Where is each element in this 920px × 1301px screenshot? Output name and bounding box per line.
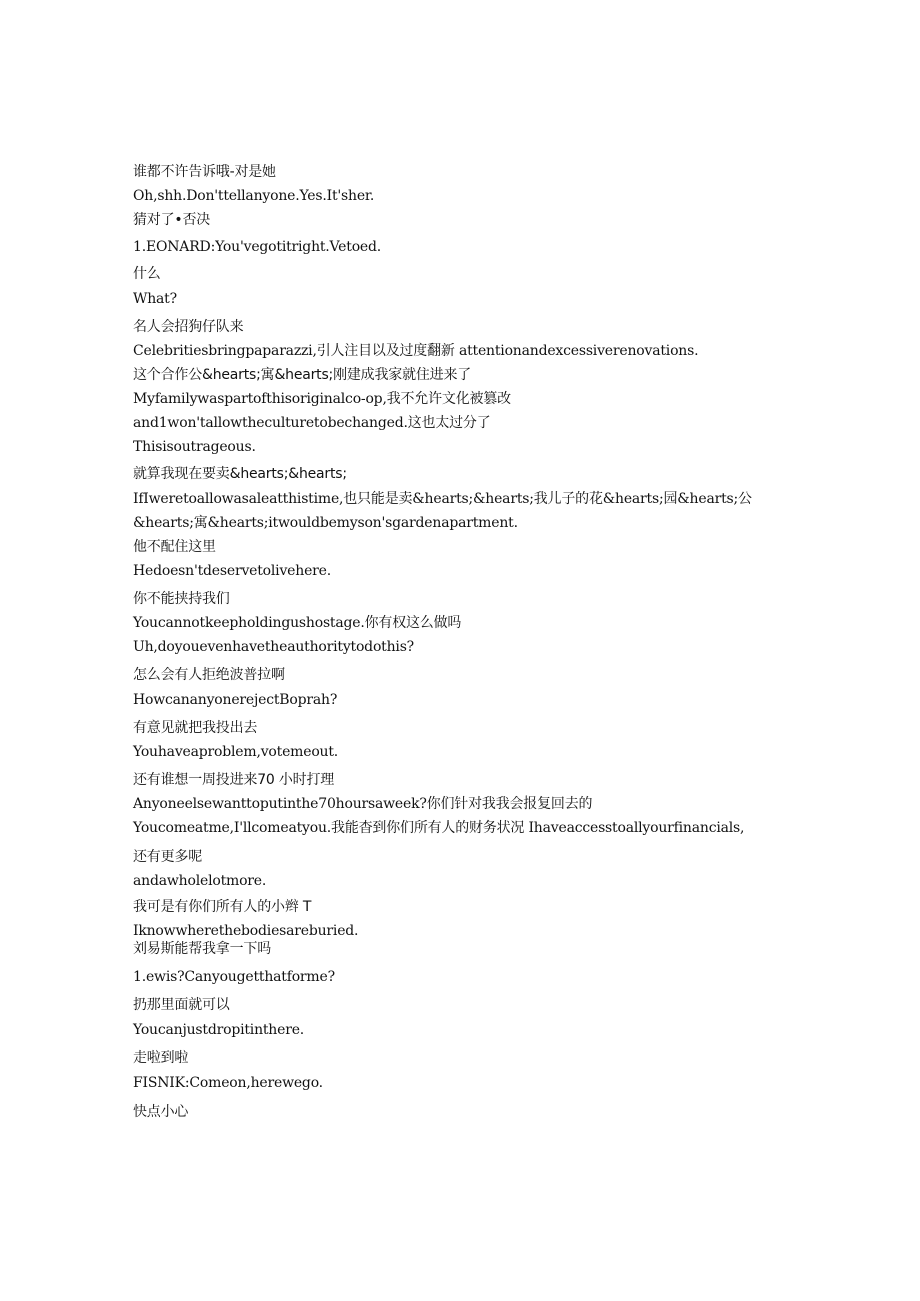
subtitle-line-zh: 这个合作公&hearts;寓&hearts;刚建成我家就住进来了 — [133, 367, 472, 383]
subtitle-line-zh: 我可是有你们所有人的小辫 T — [133, 899, 312, 915]
subtitle-line-zh: 名人会招狗仔队来 — [133, 319, 244, 335]
subtitle-line-en: Youcanjustdropitinthere. — [133, 1022, 305, 1038]
subtitle-line-en: Anyoneelsewanttoputinthe70hoursaweek?你们针对我我会报复回去的 — [133, 796, 593, 812]
subtitle-line-en: Myfamilywaspartofthisoriginalco-op,我不允许文化被篡改 — [133, 391, 511, 407]
subtitle-line-en: Oh,shh.Don'ttellanyone.Yes.It'sher. — [133, 188, 375, 204]
subtitle-line-en: IfIweretoallowasaleatthistime,也只能是卖&hearts;&hearts;我儿子的花&hearts;园&hearts;公 — [133, 491, 752, 507]
subtitle-line-en: Uh,doyouevenhavetheauthoritytodothis? — [133, 639, 414, 655]
subtitle-line-zh: 他不配住这里 — [133, 539, 216, 555]
subtitle-line-en: Youcannotkeepholdingushostage.你有权这么做吗 — [133, 615, 462, 631]
subtitle-line-en: Thisisoutrageous. — [133, 439, 256, 455]
subtitle-line-zh: 怎么会有人拒绝波普拉啊 — [133, 667, 285, 683]
subtitle-line-en: Hedoesn'tdeservetolivehere. — [133, 563, 331, 579]
subtitle-line-en: andawholelotmore. — [133, 873, 267, 889]
subtitle-line-zh: 你不能挟持我们 — [133, 591, 230, 607]
subtitle-line-en: and1won'tallowtheculturetobechanged.这也太过分了 — [133, 415, 491, 431]
subtitle-line-zh: 谁都不许告诉哦-对是她 — [133, 164, 276, 180]
subtitle-line-zh: 还有谁想一周投进来70 小时打理 — [133, 772, 335, 788]
subtitle-line-en: Iknowwherethebodiesareburied. — [133, 923, 359, 939]
subtitle-line-zh: 还有更多呢 — [133, 849, 202, 865]
subtitle-line-zh: 什么 — [133, 266, 161, 282]
subtitle-line-en: HowcananyonerejectBoprah? — [133, 692, 338, 708]
subtitle-line-zh: 快点小心 — [133, 1104, 189, 1120]
subtitle-line-en: Celebritiesbringpaparazzi,引人注目以及过度翻新 attentionandexcessiverenovations. — [133, 343, 699, 359]
subtitle-line-zh: 有意见就把我投出去 — [133, 720, 258, 736]
subtitle-line-en: 1.ewis?Canyougetthatforme? — [133, 969, 335, 985]
subtitle-line-en: &hearts;寓&hearts;itwouldbemyson'sgardenapartment. — [133, 515, 518, 531]
subtitle-line-zh: 就算我现在要卖&hearts;&hearts; — [133, 466, 347, 482]
subtitle-line-en: What? — [133, 291, 177, 307]
subtitle-line-zh: 走啦到啦 — [133, 1050, 189, 1066]
subtitle-line-zh: 扔那里面就可以 — [133, 997, 230, 1013]
subtitle-line-zh: 猜对了•否决 — [133, 212, 211, 228]
subtitle-line-zh: 刘易斯能帮我拿一下吗 — [133, 941, 271, 957]
subtitle-line-en: FISNIK:Comeon,herewego. — [133, 1075, 323, 1091]
subtitle-line-en: Youhaveaproblem,votemeout. — [133, 744, 339, 760]
subtitle-line-en: 1.EONARD:You'vegotitright.Vetoed. — [133, 239, 382, 255]
subtitle-line-en: Youcomeatme,I'llcomeatyou.我能杳到你们所有人的财务状况 Ihaveaccesstoallyourfinancials, — [133, 820, 745, 836]
